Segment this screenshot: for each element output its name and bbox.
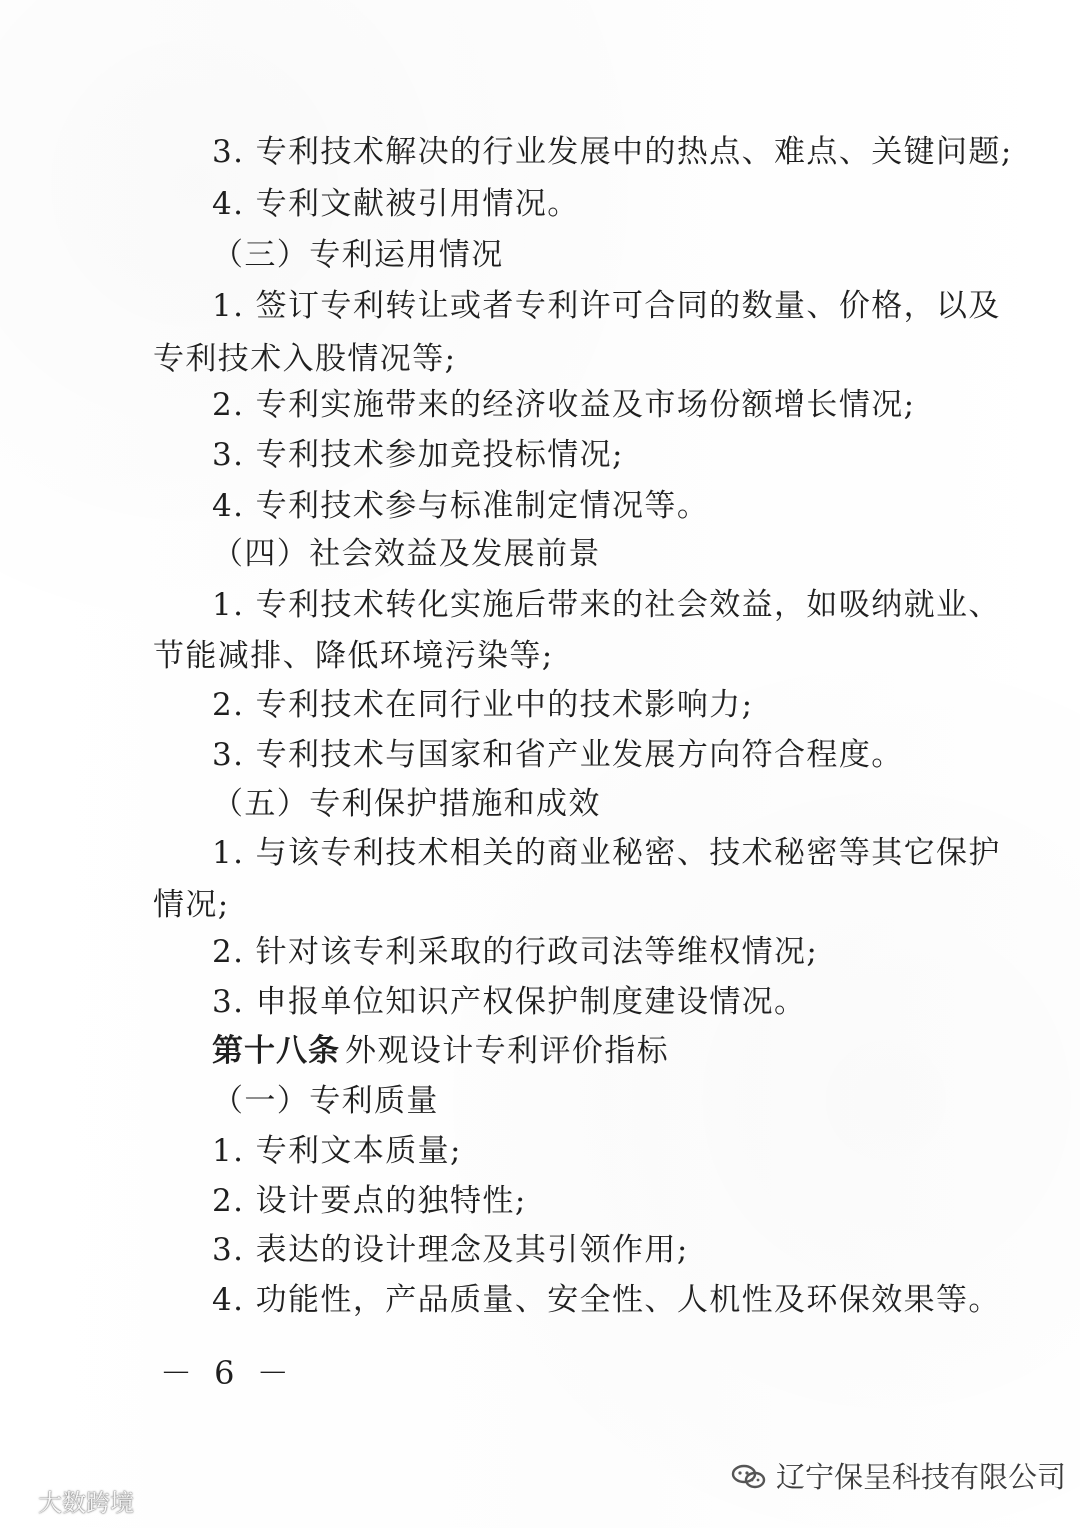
document-line-1: 3. 专利技术解决的行业发展中的热点、难点、关键问题; [212, 134, 1013, 170]
document-section-heading: （五）专利保护措施和成效 [212, 786, 601, 822]
left-watermark-text: 大数跨境 [38, 1489, 134, 1517]
document-line-14: 2. 针对该专利采取的行政司法等维权情况; [212, 934, 819, 970]
document-line-8: 1. 专利技术转化实施后带来的社会效益，如吸纳就业、 [212, 587, 1001, 623]
document-line-12: 1. 与该专利技术相关的商业秘密、技术秘密等其它保护 [212, 835, 1001, 871]
right-watermark [730, 1459, 1066, 1495]
document-line-13: 情况; [153, 887, 230, 923]
left-watermark [4, 1488, 134, 1518]
page-number: － 6 － [160, 1354, 295, 1392]
wechat-icon [730, 1462, 768, 1492]
document-line-10: 2. 专利技术在同行业中的技术影响力; [212, 687, 754, 723]
document-line-15: 3. 申报单位知识产权保护制度建设情况。 [212, 984, 807, 1020]
article-heading: 第十八条 [212, 1033, 340, 1069]
document-line-3: 1. 签订专利转让或者专利许可合同的数量、价格，以及 [212, 288, 1001, 324]
document-line-11: 3. 专利技术与国家和省产业发展方向符合程度。 [212, 737, 904, 773]
document-line-17: 2. 设计要点的独特性; [212, 1183, 527, 1219]
document-line-19: 4. 功能性，产品质量、安全性、人机性及环保效果等。 [212, 1282, 1001, 1318]
document-line-18: 3. 表达的设计理念及其引领作用; [212, 1232, 689, 1268]
document-line-6: 3. 专利技术参加竞投标情况; [212, 437, 624, 473]
document-line-2: 4. 专利文献被引用情况。 [212, 186, 580, 222]
document-line-7: 4. 专利技术参与标准制定情况等。 [212, 488, 710, 524]
document-section-heading: （一）专利质量 [212, 1083, 439, 1119]
document-line-16: 1. 专利文本质量; [212, 1133, 462, 1169]
document-line-4: 专利技术入股情况等; [153, 341, 457, 377]
article-title: 外观设计专利评价指标 [345, 1033, 669, 1069]
document-section-heading: （四）社会效益及发展前景 [212, 536, 601, 572]
weibo-icon [4, 1491, 34, 1515]
document-section-heading: （三）专利运用情况 [212, 237, 504, 273]
document-line-9: 节能减排、降低环境污染等; [153, 638, 554, 674]
right-watermark-text: 辽宁保呈科技有限公司 [776, 1460, 1067, 1494]
document-line-5: 2. 专利实施带来的经济收益及市场份额增长情况; [212, 387, 916, 423]
